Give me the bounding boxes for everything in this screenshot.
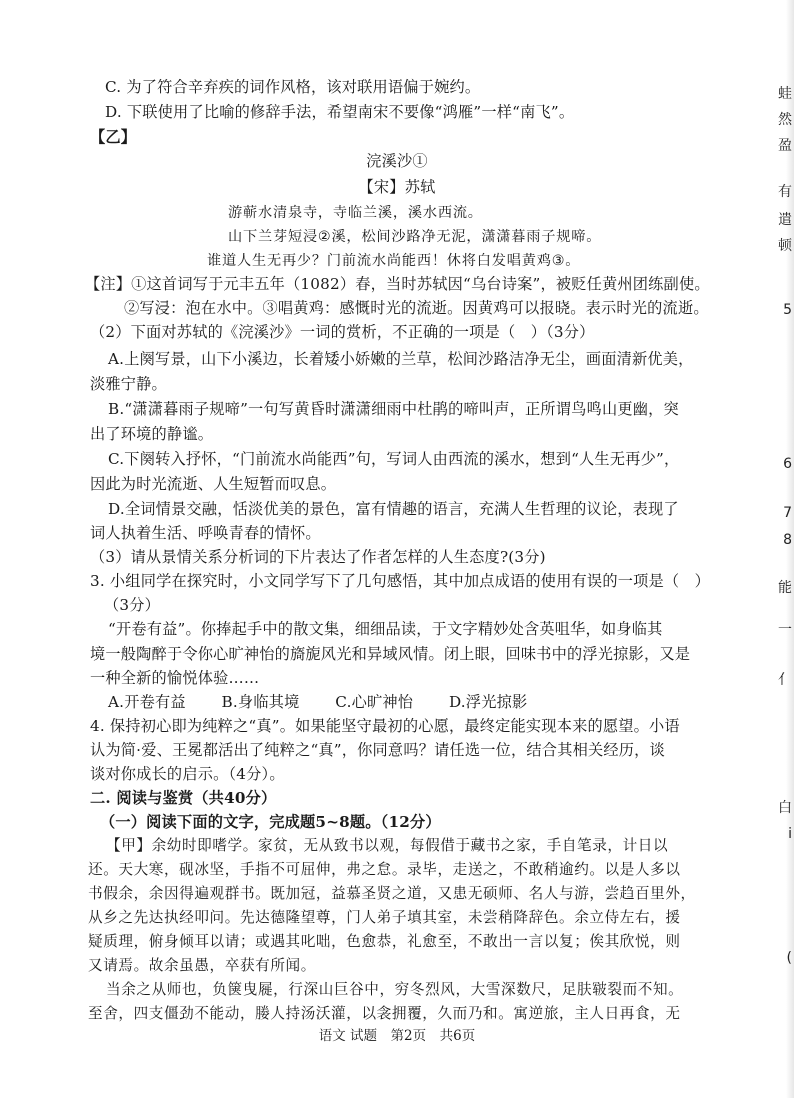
- edge-mark: 5: [783, 302, 792, 318]
- option-d-text: D. 下联使用了比喻的修辞手法，希望南宋不要像“鸿雁”一样“南飞”。: [105, 103, 575, 121]
- question-3-score: （3分）: [104, 596, 161, 614]
- classical-text-line-8: 至舍，四支僵劲不能动，媵人持汤沃灌，以衾拥覆，久而乃和。寓逆旅，主人日再食，无: [88, 1005, 681, 1022]
- classical-text-line-5: 疑质理，俯身倾耳以请；或遇其叱咄，色愈恭，礼愈至，不敢出一言以复；俟其欣悦，则: [88, 933, 681, 950]
- edge-mark: 能: [778, 580, 792, 596]
- page-footer: 语文 试题 第2页 共6页: [318, 1028, 476, 1044]
- edge-mark: 遣: [778, 212, 792, 228]
- page-edge-shadow: [786, 0, 794, 1098]
- poem-author: 【宋】苏轼: [358, 178, 436, 196]
- choice-d-line-1: D.全词情景交融，恬淡优美的景色，富有情趣的语言，充满人生哲理的议论，表现了: [108, 500, 679, 518]
- passage-line-3: 一种全新的愉悦体验……: [90, 669, 260, 687]
- choice-b-line-1: B.“潇潇暮雨子规啼”一句写黄昏时潇潇细雨中杜鹃的啼叫声，正所谓鸟鸣山更幽，突: [108, 400, 679, 418]
- poem-line-1: 山下兰芽短浸②溪，松间沙路净无泥，潇潇暮雨子规啼。: [228, 229, 602, 245]
- classical-text-line-4: 从乡之先达执经叩问。先达德隆望尊，门人弟子填其室，未尝稍降辞色。余立侍左右，援: [88, 909, 681, 926]
- edge-mark: 蛙: [778, 86, 792, 102]
- classical-text-line-7: 当余之从师也，负箧曳屣，行深山巨谷中，穷冬烈风，大雪深数尺，足肤皲裂而不知。: [106, 981, 684, 998]
- note-2: ②写浸：泡在水中。③唱黄鸡：感慨时光的流逝。因黄鸡可以报晓。表示时光的流逝。: [124, 299, 709, 317]
- choice-c-line-1: C.下阕转入抒怀，“门前流水尚能西”句，写词人由西流的溪水，想到“人生无再少”，: [108, 450, 680, 468]
- choice-c-line-2: 因此为时光流逝、人生短暂而叹息。: [90, 475, 337, 493]
- section-2-heading: 二. 阅读与鉴赏（共40分）: [90, 789, 277, 807]
- choice-a-line-1: A.上阕写景，山下小溪边，长着矮小娇嫩的兰草，松间沙路洁净无尘，画面清新优美，: [108, 350, 694, 368]
- edge-mark: 然: [778, 112, 792, 128]
- subsection-1-heading: （一）阅读下面的文字，完成题5~8题。（12分）: [100, 813, 441, 831]
- question-4-line-2: 认为简·爱、王冕都活出了纯粹之“真”，你同意吗？请任选一位，结合其相关经历，谈: [90, 741, 665, 759]
- choice-d-line-2: 词人执着生活、呼唤青春的情怀。: [90, 524, 321, 542]
- poem-preface: 游蕲水清泉寺，寺临兰溪，溪水西流。: [228, 205, 483, 221]
- edge-mark: 有: [778, 184, 792, 200]
- edge-mark: 6: [783, 456, 792, 472]
- question-3-sub: （3）请从景情关系分析词的下片表达了作者怎样的人生态度?(3分): [90, 548, 546, 566]
- edge-mark: 白: [778, 800, 792, 816]
- edge-mark: i: [788, 826, 792, 842]
- poem-line-2: 谁道人生无再少？门前流水尚能西！休将白发唱黄鸡③。: [207, 253, 581, 269]
- edge-mark: 7: [783, 505, 792, 521]
- option-c-text: C. 为了符合辛弃疾的词作风格，该对联用语偏于婉约。: [105, 78, 481, 96]
- classical-text-line-6: 又请焉。故余虽愚，卒获有所闻。: [88, 957, 316, 974]
- question-2-stem: （2）下面对苏轼的《浣溪沙》一词的赏析，不正确的一项是（ ）（3分）: [90, 323, 595, 341]
- classical-text-line-2: 还。天大寒，砚冰坚，手指不可屈伸，弗之怠。录毕，走送之，不敢稍逾约。以是人多以: [88, 861, 681, 878]
- edge-mark: 亻: [778, 672, 792, 688]
- edge-mark: 一: [778, 622, 792, 638]
- note-1: 【注】①这首词写于元丰五年（1082）春，当时苏轼因“乌台诗案”，被贬任黄州团练副使。: [85, 275, 710, 293]
- edge-mark: 盈: [778, 138, 792, 154]
- edge-mark: (: [786, 950, 792, 966]
- classical-text-line-3: 书假余，余因得遍观群书。既加冠，益慕圣贤之道，又患无硕师、名人与游，尝趋百里外，: [88, 885, 696, 902]
- passage-line-1: “开卷有益”。你捧起手中的散文集，细细品读，于文字精妙处含英咀华，如身临其: [108, 620, 663, 638]
- question-4-line-1: 4. 保持初心即为纯粹之“真”。如果能坚守最初的心愿，最终定能实现本来的愿望。小语: [90, 717, 680, 735]
- poem-title: 浣溪沙①: [366, 152, 428, 170]
- section-yi-label: 【乙】: [90, 128, 137, 146]
- edge-mark: 8: [783, 532, 792, 548]
- question-4-line-3: 谈对你成长的启示。（4分）。: [90, 765, 285, 783]
- passage-line-2: 境一般陶醉于令你心旷神怡的旖旎风光和异域风情。闭上眼，回味书中的浮光掠影，又是: [90, 645, 691, 663]
- classical-text-line-1: 【甲】余幼时即嗜学。家贫，无从致书以观，每假借于藏书之家，手自笔录，计日以: [106, 837, 669, 854]
- question-3-stem: 3. 小组同学在探究时，小文同学写下了几句感悟，其中加点成语的使用有误的一项是（ ）: [90, 572, 711, 590]
- edge-mark: 顿: [778, 238, 792, 254]
- choice-b-line-2: 出了环境的静谧。: [90, 425, 214, 443]
- question-3-choices: A.开卷有益 B.身临其境 C.心旷神怡 D.浮光掠影: [108, 693, 528, 711]
- choice-a-line-2: 淡雅宁静。: [90, 375, 167, 393]
